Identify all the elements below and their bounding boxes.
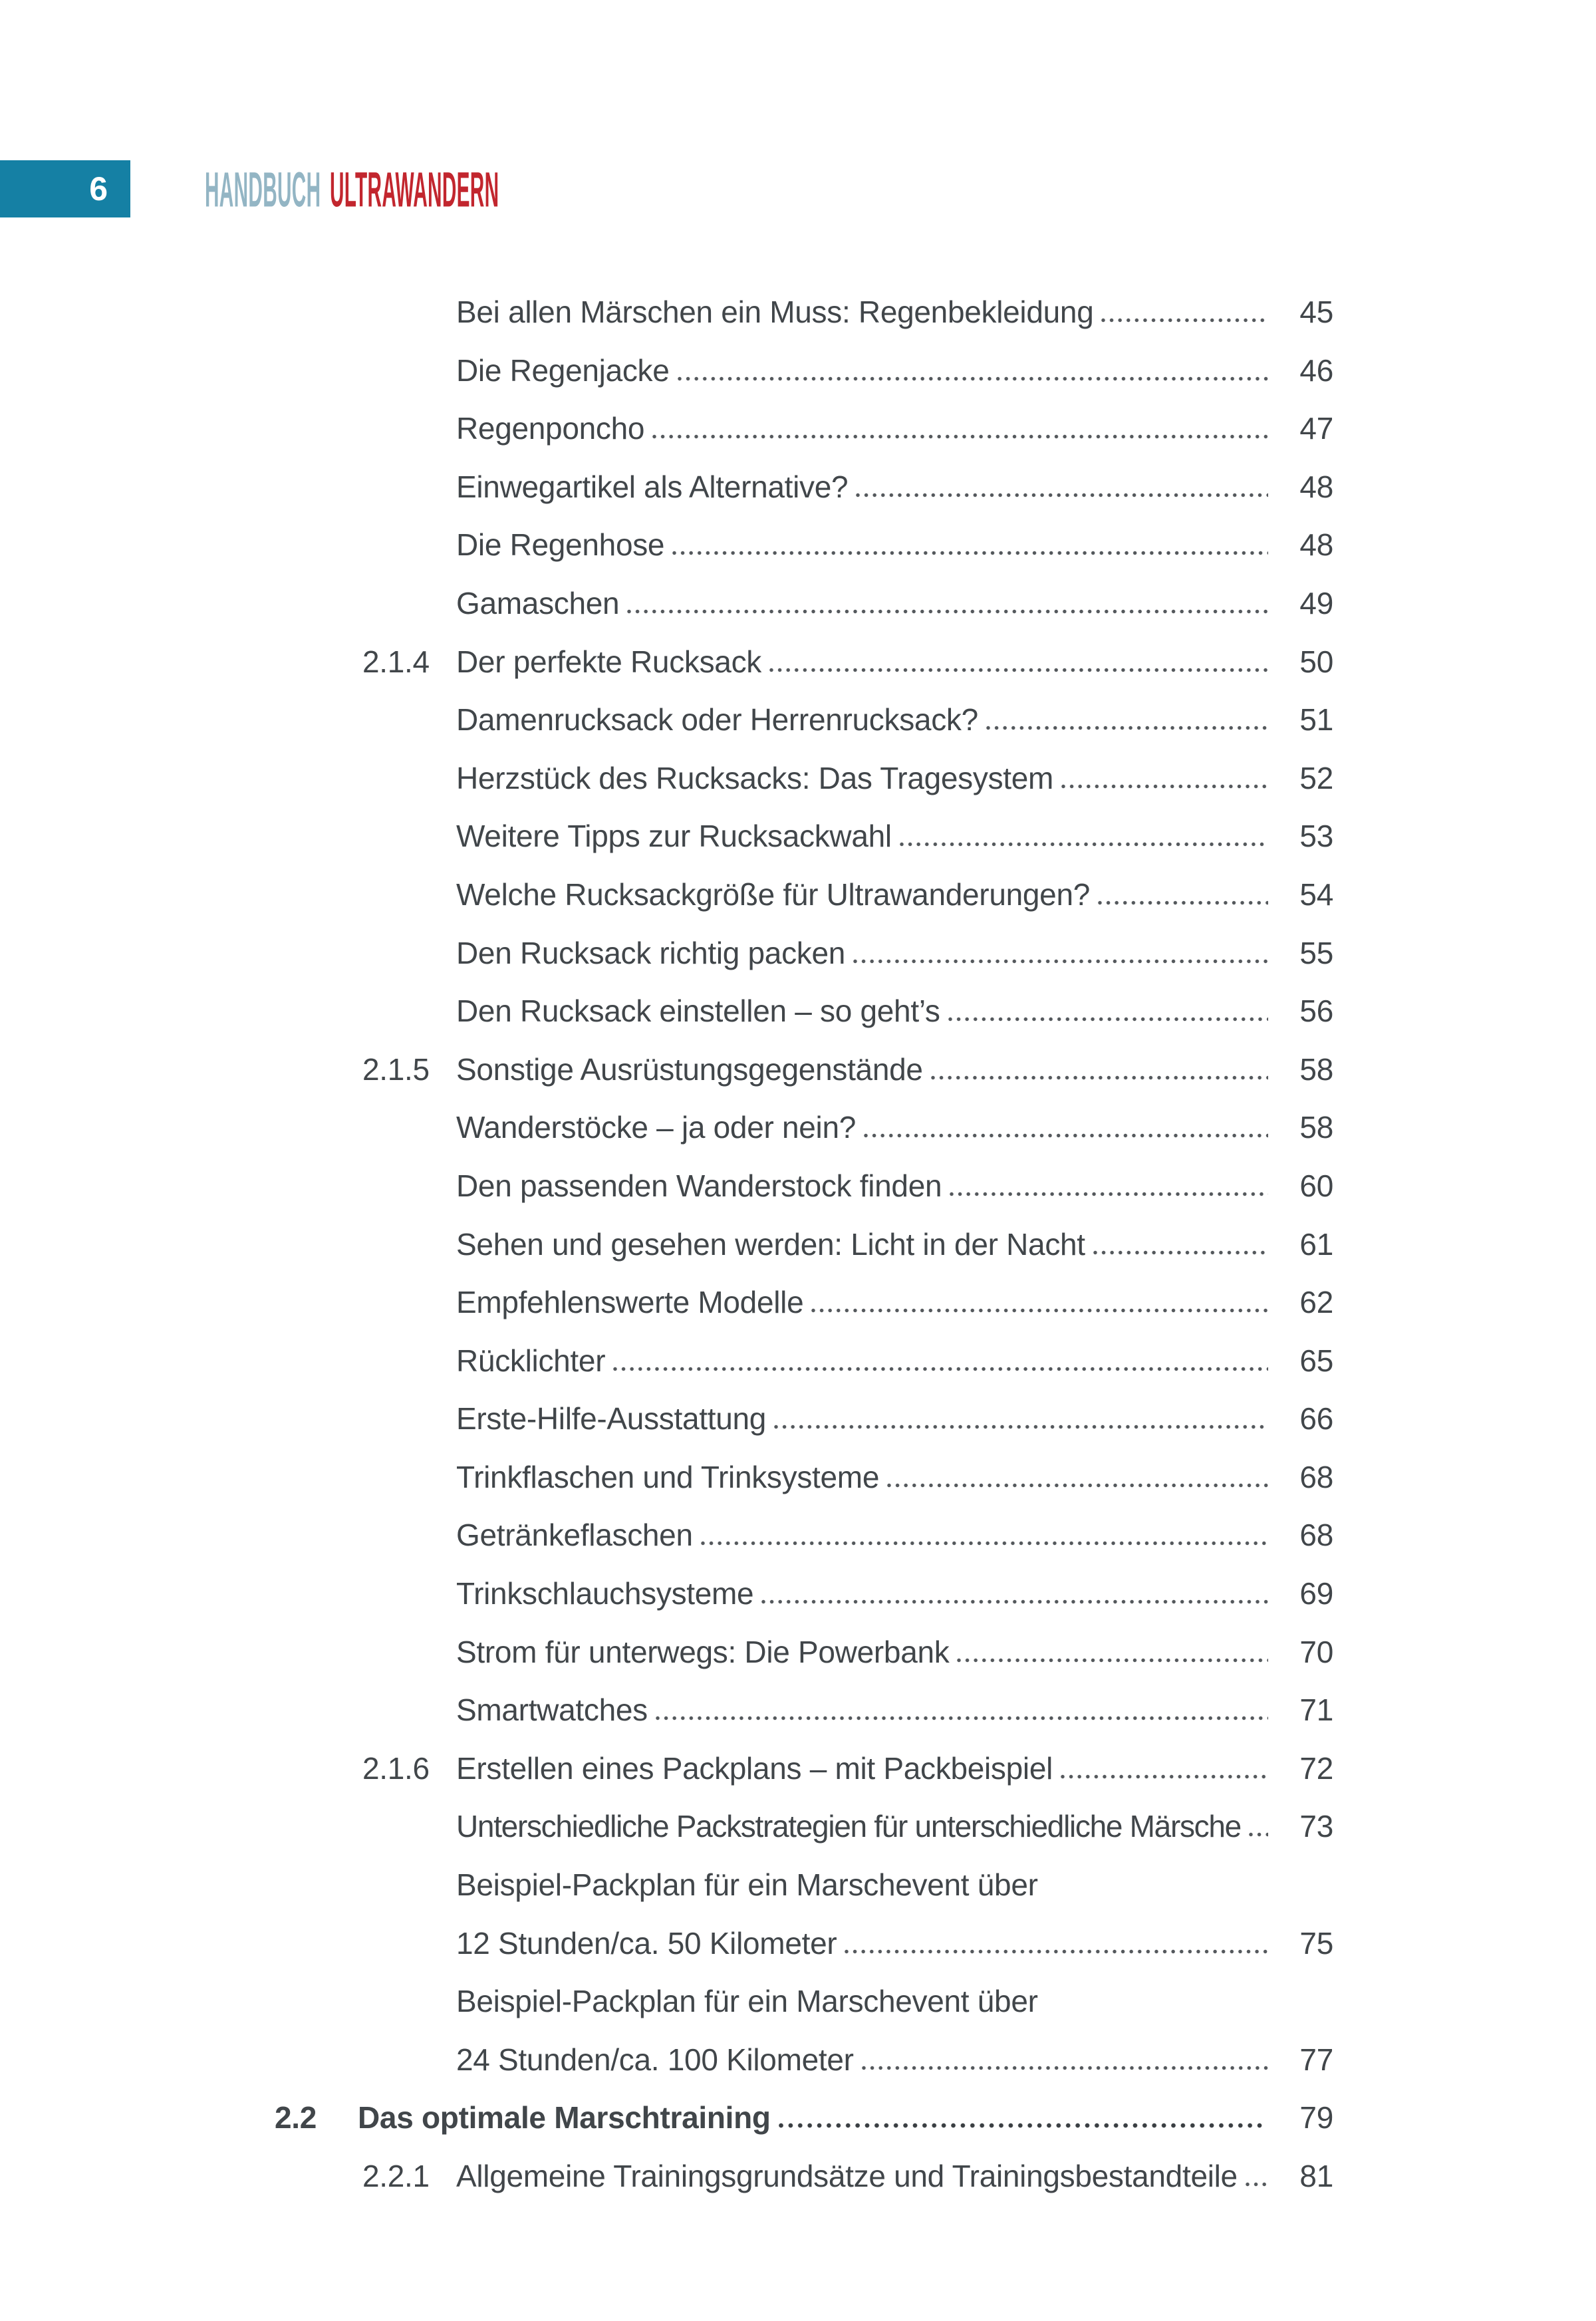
toc-entry — [0, 2147, 1596, 2206]
toc-leader-dots — [931, 1075, 1268, 1080]
toc-entry — [0, 2031, 1596, 2090]
toc-leader-dots — [856, 493, 1268, 497]
toc-entry-title: Regenponcho — [456, 411, 645, 446]
toc-leader-dots — [862, 2066, 1268, 2070]
toc-leader-dots — [811, 1308, 1268, 1313]
toc-entry-page: 58 — [1299, 1051, 1333, 1087]
toc-entry — [0, 982, 1596, 1041]
toc-entry-title: Sonstige Ausrüstungsgegenstände — [456, 1051, 923, 1087]
toc-entry-page: 51 — [1299, 702, 1333, 738]
toc-entry-title: Erste-Hilfe-Ausstattung — [456, 1401, 767, 1436]
toc-entry-title: Smartwatches — [456, 1693, 648, 1728]
toc-entry-number: 2.1.6 — [362, 1750, 430, 1786]
toc-entry — [0, 807, 1596, 866]
toc-leader-dots — [887, 1483, 1268, 1488]
toc-leader-dots — [652, 434, 1268, 439]
toc-entry-page: 68 — [1299, 1518, 1333, 1553]
toc-entry-title: 12 Stunden/ca. 50 Kilometer — [456, 1925, 837, 1961]
toc-leader-dots — [627, 609, 1268, 614]
toc-entry-title: Das optimale Marschtraining — [358, 2100, 771, 2135]
toc-entry-page: 62 — [1299, 1285, 1333, 1320]
toc-entry-title: Rücklichter — [456, 1343, 606, 1378]
toc-entry-title: Die Regenhose — [456, 527, 665, 563]
toc-entry-title: Beispiel-Packplan für ein Marschevent über — [456, 1867, 1038, 1903]
toc-entry-title: Sehen und gesehen werden: Licht in der Nacht — [456, 1226, 1085, 1262]
toc-entry — [0, 1681, 1596, 1740]
toc-entry-page: 68 — [1299, 1459, 1333, 1494]
toc-leader-dots — [678, 376, 1268, 381]
toc-entry-page: 77 — [1299, 2042, 1333, 2077]
toc-entry-page: 55 — [1299, 935, 1333, 970]
toc-entry-page: 47 — [1299, 411, 1333, 446]
toc-leader-dots — [1246, 2182, 1268, 2187]
toc-leader-dots — [950, 1192, 1268, 1196]
toc-entry — [0, 516, 1596, 575]
toc-entry-page: 75 — [1299, 1925, 1333, 1961]
toc-entry — [0, 1274, 1596, 1332]
toc-entry — [0, 1740, 1596, 1798]
toc-entry — [0, 1157, 1596, 1216]
toc-entry — [0, 691, 1596, 750]
toc-entry-title: Erstellen eines Packplans – mit Packbeispiel — [456, 1750, 1053, 1786]
toc-leader-dots — [779, 2123, 1264, 2128]
toc-leader-dots — [701, 1541, 1268, 1546]
toc-leader-dots — [986, 726, 1268, 730]
toc-entry-page: 48 — [1299, 469, 1333, 504]
toc-entry — [0, 1390, 1596, 1448]
toc-leader-dots — [1101, 318, 1268, 323]
toc-entry-title: Weitere Tipps zur Rucksackwahl — [456, 819, 892, 854]
toc-leader-dots — [672, 551, 1268, 555]
toc-leader-dots — [1093, 1250, 1268, 1255]
toc-entry-title: Herzstück des Rucksacks: Das Tragesystem — [456, 760, 1054, 795]
toc-leader-dots — [656, 1716, 1268, 1720]
toc-leader-dots — [845, 1949, 1268, 1954]
toc-entry-page: 61 — [1299, 1226, 1333, 1262]
toc — [0, 283, 1596, 2206]
toc-entry — [0, 1565, 1596, 1623]
toc-leader-dots — [613, 1367, 1268, 1371]
toc-leader-dots — [864, 1133, 1268, 1138]
toc-entry — [0, 1448, 1596, 1507]
toc-entry-title: Wanderstöcke – ja oder nein? — [456, 1110, 857, 1145]
toc-entry-page: 56 — [1299, 994, 1333, 1029]
toc-entry — [0, 283, 1596, 342]
toc-entry-title: Die Regenjacke — [456, 352, 670, 388]
toc-entry — [0, 1332, 1596, 1391]
page-number: 6 — [89, 170, 108, 207]
toc-entry-page: 79 — [1299, 2100, 1333, 2135]
toc-entry — [0, 1623, 1596, 1682]
toc-entry-number: 2.2 — [275, 2100, 317, 2135]
toc-entry-title: Trinkflaschen und Trinksysteme — [456, 1459, 880, 1494]
toc-entry — [0, 1216, 1596, 1274]
toc-entry-page: 53 — [1299, 819, 1333, 854]
book-title-handbuch: HANDBUCH — [205, 163, 321, 218]
toc-entry-title: Damenrucksack oder Herrenrucksack? — [456, 702, 978, 738]
toc-entry-title: 24 Stunden/ca. 100 Kilometer — [456, 2042, 854, 2077]
toc-entry-page: 58 — [1299, 1110, 1333, 1145]
toc-entry-number: 2.1.5 — [362, 1051, 430, 1087]
toc-leader-dots — [774, 1425, 1268, 1429]
toc-entry — [0, 1915, 1596, 1973]
book-title-ultrawandern: ULTRAWANDERN — [329, 163, 499, 218]
toc-entry — [0, 2089, 1596, 2147]
toc-entry-page: 54 — [1299, 877, 1333, 912]
toc-entry-page: 66 — [1299, 1401, 1333, 1436]
toc-entry-title: Den Rucksack richtig packen — [456, 935, 846, 970]
toc-entry — [0, 1798, 1596, 1856]
toc-entry — [0, 1041, 1596, 1099]
page-number-box — [0, 160, 130, 217]
toc-entry-title: Empfehlenswerte Modelle — [456, 1285, 804, 1320]
toc-entry-title: Gamaschen — [456, 585, 620, 620]
toc-leader-dots — [1061, 784, 1268, 789]
toc-entry-page: 60 — [1299, 1168, 1333, 1203]
toc-entry-number: 2.1.4 — [362, 644, 430, 679]
toc-leader-dots — [948, 1017, 1268, 1022]
toc-entry — [0, 342, 1596, 400]
toc-entry — [0, 400, 1596, 458]
toc-entry — [0, 750, 1596, 808]
toc-entry-title: Trinkschlauchsysteme — [456, 1576, 754, 1611]
toc-entry-title: Welche Rucksackgröße für Ultrawanderungen? — [456, 877, 1091, 912]
toc-entry-page: 70 — [1299, 1634, 1333, 1669]
toc-entry — [0, 1099, 1596, 1157]
toc-entry-title: Unterschiedliche Packstrategien für unterschiedliche Märsche — [456, 1809, 1241, 1844]
toc-entry-title: Allgemeine Trainingsgrundsätze und Trainingsbestandteile — [456, 2159, 1238, 2193]
toc-entry — [0, 866, 1596, 924]
toc-entry-page: 73 — [1299, 1809, 1333, 1844]
toc-entry — [0, 924, 1596, 983]
toc-entry-page: 50 — [1299, 644, 1333, 679]
toc-entry-page: 46 — [1299, 352, 1333, 388]
toc-entry-title: Den Rucksack einstellen – so geht’s — [456, 994, 940, 1029]
toc-leader-dots — [769, 668, 1268, 672]
toc-entry-title: Strom für unterwegs: Die Powerbank — [456, 1634, 950, 1669]
toc-entry-page: 45 — [1299, 295, 1333, 329]
toc-entry-title: Getränkeflaschen — [456, 1518, 693, 1553]
toc-entry-page: 72 — [1299, 1750, 1333, 1786]
toc-entry-title: Der perfekte Rucksack — [456, 644, 761, 679]
toc-entry — [0, 575, 1596, 633]
toc-leader-dots — [761, 1599, 1268, 1604]
book-header — [205, 163, 499, 218]
toc-leader-dots — [900, 842, 1268, 847]
toc-entry-page: 69 — [1299, 1576, 1333, 1611]
toc-leader-dots — [1249, 1832, 1268, 1837]
toc-entry — [0, 1856, 1596, 1915]
toc-entry-page: 81 — [1299, 2159, 1333, 2193]
toc-entry-page: 71 — [1299, 1693, 1333, 1728]
toc-entry — [0, 458, 1596, 517]
toc-entry-number: 2.2.1 — [362, 2159, 430, 2193]
toc-leader-dots — [1098, 900, 1268, 905]
toc-entry — [0, 633, 1596, 692]
toc-entry-page: 52 — [1299, 760, 1333, 795]
toc-entry — [0, 1506, 1596, 1565]
toc-entry-page: 48 — [1299, 527, 1333, 563]
toc-entry-page: 65 — [1299, 1343, 1333, 1378]
toc-leader-dots — [957, 1658, 1268, 1663]
toc-entry-title: Bei allen Märschen ein Muss: Regenbekleidung — [456, 295, 1094, 329]
toc-leader-dots — [853, 959, 1268, 964]
toc-entry-title: Beispiel-Packplan für ein Marschevent über — [456, 1984, 1038, 2019]
toc-leader-dots — [1061, 1774, 1268, 1779]
toc-entry-title: Einwegartikel als Alternative? — [456, 469, 849, 504]
toc-entry-page: 49 — [1299, 585, 1333, 620]
toc-entry-title: Den passenden Wanderstock finden — [456, 1168, 942, 1203]
toc-entry — [0, 1973, 1596, 2031]
